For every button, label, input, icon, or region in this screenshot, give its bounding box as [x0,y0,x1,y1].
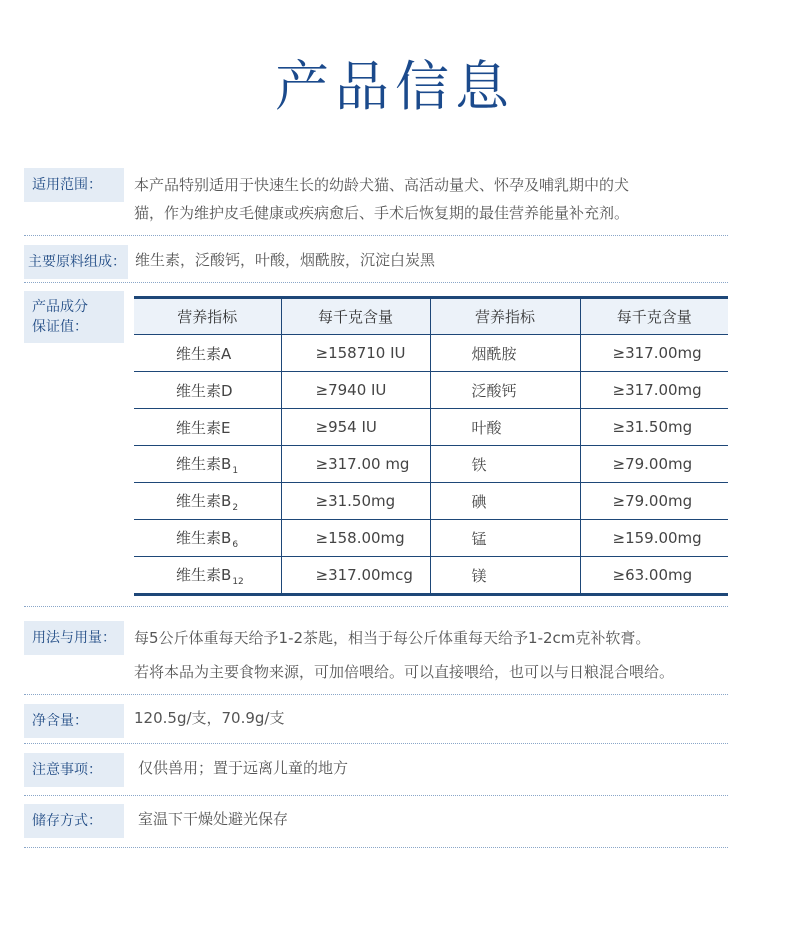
nutrient-name: 维生素$B_1$ [134,446,281,483]
nutrient-value: ≥31.50mg [580,409,728,446]
nutrient-value: ≥158.00mg [281,520,430,557]
ingredients-section [24,236,728,283]
nutrient-value: ≥317.00mg [580,372,728,409]
nutrient-name: 碘 [430,483,580,520]
table-row [134,335,728,372]
nutrient-name: 维生素$B_{12}$ [134,557,281,595]
table-row [134,372,728,409]
nutrient-name: 叶酸 [430,409,580,446]
nutrient-name: 维生素$B_2$ [134,483,281,520]
net-text: 120.5g/支，70.9g/支 [134,709,285,727]
nutrient-name: 维生素E [134,409,281,446]
usage-section [24,620,728,695]
storage-label: 储存方式： [24,804,124,838]
guarantee-label-line1: 产品成分 [32,299,88,315]
nutrient-name: 烟酰胺 [430,335,580,372]
usage-text-line1: 每5公斤体重每天给予1-2茶匙，相当于每公斤体重每天给予1-2cm克补软膏。 [134,629,651,647]
nutrient-name: 维生素$B_6$ [134,520,281,557]
nutrient-value: ≥159.00mg [580,520,728,557]
table-row [134,446,728,483]
ingredients-label: 主要原料组成： [24,245,128,279]
nutrient-value: ≥79.00mg [580,446,728,483]
nutrient-value: ≥31.50mg [281,483,430,520]
net-label: 净含量： [24,704,124,738]
nutrient-name: 铁 [430,446,580,483]
nutrient-value: ≥158710 IU [281,335,430,372]
header-nutrient-2: 营养指标 [430,298,580,335]
scope-text-line2: 猫，作为维护皮毛健康或疾病愈后、手术后恢复期的最佳营养能量补充剂。 [134,204,630,222]
header-nutrient-1: 营养指标 [134,298,281,335]
nutrient-name: 镁 [430,557,580,595]
table-row [134,520,728,557]
nutrient-value: ≥79.00mg [580,483,728,520]
notes-text: 仅供兽用；置于远离儿童的地方 [138,759,349,777]
net-section [24,695,728,744]
nutrient-value: ≥63.00mg [580,557,728,595]
usage-label: 用法与用量： [24,621,124,655]
usage-text-line2: 若将本品为主要食物来源，可加倍喂给。可以直接喂给，也可以与日粮混合喂给。 [134,663,675,681]
nutrient-name: 维生素A [134,335,281,372]
header-amount-2: 每千克含量 [580,298,728,335]
table-header-row [134,298,728,335]
storage-text: 室温下干燥处避光保存 [138,810,289,828]
nutrient-value: ≥317.00mg [612,344,702,362]
ingredients-text: 维生素，泛酸钙，叶酸，烟酰胺，沉淀白炭黑 [135,251,436,269]
page-title: 产品信息 [275,55,515,118]
nutrient-name: 维生素D [134,372,281,409]
nutrient-value: ≥317.00mcg [281,557,430,595]
nutrition-table [134,296,728,596]
table-row [134,409,728,446]
guarantee-label [24,291,124,343]
table-row [134,483,728,520]
nutrient-value: ≥317.00 mg [281,446,430,483]
notes-label: 注意事项： [24,753,124,787]
header-amount-1: 每千克含量 [281,298,430,335]
storage-section [24,796,728,848]
scope-text-line1: 本产品特别适用于快速生长的幼龄犬猫、高活动量犬、怀孕及哺乳期中的犬 [134,176,630,194]
guarantee-label-line2: 保证值： [32,319,88,335]
scope-section [24,165,728,236]
table-row [134,557,728,595]
nutrient-name: 泛酸钙 [430,372,580,409]
nutrient-name: 锰 [430,520,580,557]
notes-section [24,744,728,796]
nutrient-value: ≥954 IU [281,409,430,446]
scope-label: 适用范围： [24,168,124,202]
nutrient-value: ≥7940 IU [281,372,430,409]
